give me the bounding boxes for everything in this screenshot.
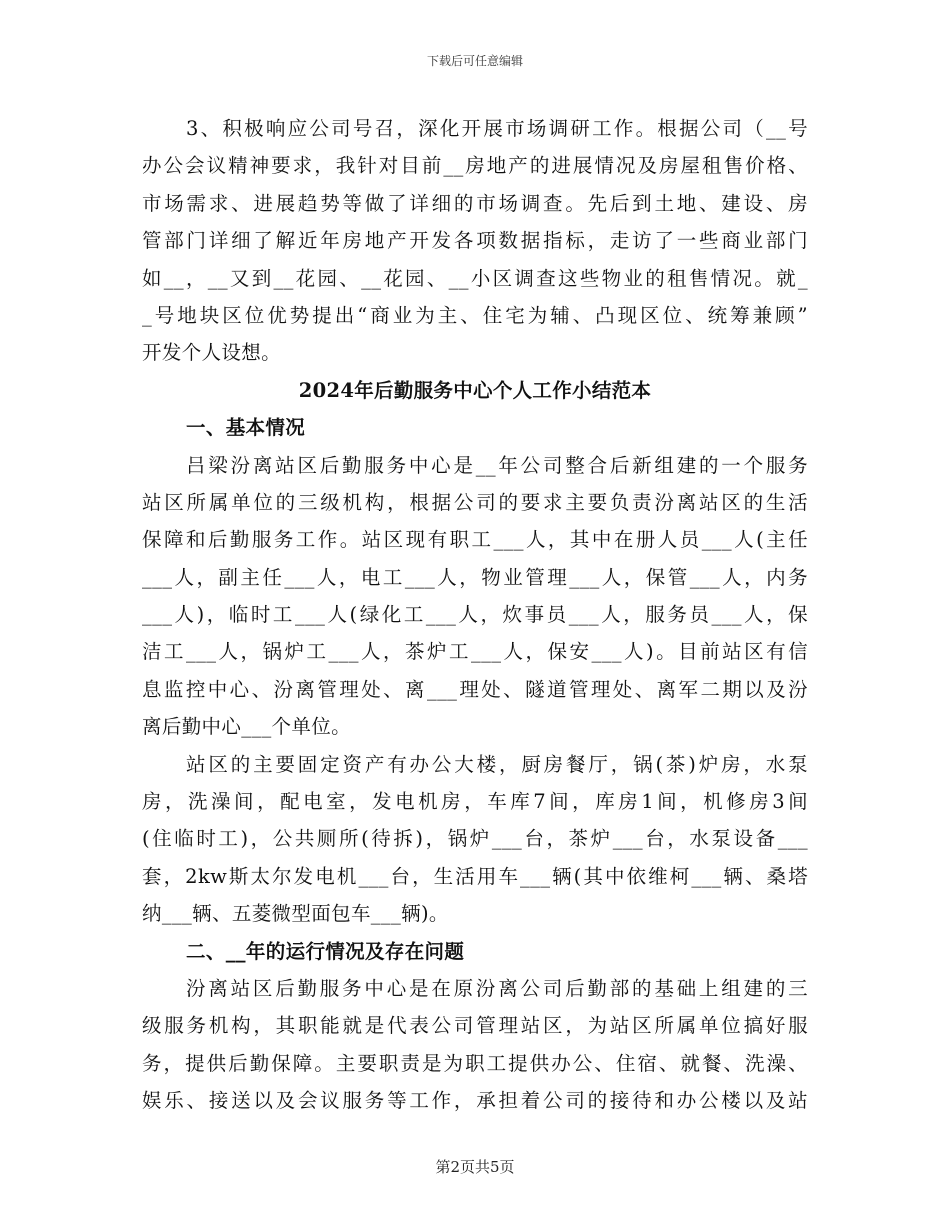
text-line: 纳___辆、五菱微型面包车___辆)。: [142, 902, 449, 926]
text-line: 吕梁汾离站区后勤服务中心是__年公司整合后新组建的一个服务: [186, 453, 808, 477]
text-line: 站区所属单位的三级机构，根据公司的要求主要负责汾离站区的生活: [142, 490, 808, 514]
text-line: 3、积极响应公司号召，深化开展市场调研工作。根据公司（__号: [186, 117, 808, 140]
text-line: 市场需求、进展趋势等做了详细的市场调查。先后到土地、建设、房: [142, 191, 808, 215]
text-line: 洁工___人，锅炉工___人，茶炉工___人，保安___人)。目前站区有信: [142, 640, 808, 664]
section-heading-basic: 一、基本情况: [186, 416, 306, 440]
paragraph-fixed-assets: [142, 746, 808, 933]
text-line: 开发个人设想。: [142, 341, 281, 365]
text-line: 务，提供后勤保障。主要职责是为职工提供办公、住宿、就餐、洗澡、: [142, 1051, 808, 1075]
text-line: (住临时工)，公共厕所(待拆)，锅炉___台，茶炉___台，水泵设备___: [142, 827, 808, 851]
text-line: 保障和后勤服务工作。站区现有职工___人，其中在册人员___人(主任: [142, 528, 808, 552]
page-header: 下载后可任意编辑: [426, 54, 523, 68]
section-heading-operation: 二、__年的运行情况及存在问题: [186, 939, 465, 963]
paragraph-operation: [142, 970, 808, 1120]
text-line: ___人，副主任___人，电工___人，物业管理___人，保管___人，内务: [142, 565, 808, 589]
text-line: 如__，__又到__花园、__花园、__小区调查这些物业的租售情况。就_: [142, 266, 808, 290]
document-body: [142, 110, 808, 1120]
text-line: 套，2kw斯太尔发电机___台，生活用车___辆(其中依维柯___辆、桑塔: [142, 864, 808, 888]
text-line: 息监控中心、汾离管理处、离___理处、隧道管理处、离军二期以及汾: [142, 677, 808, 701]
text-line: 办公会议精神要求，我针对目前__房地产的进展情况及房屋租售价格、: [142, 154, 808, 178]
document-title: 2024年后勤服务中心个人工作小结范本: [298, 378, 652, 402]
page-number: 第2页共5页: [435, 1158, 515, 1176]
text-line: ___人)，临时工___人(绿化工___人，炊事员___人，服务员___人，保: [142, 603, 808, 627]
text-line: _号地块区位优势提出“商业为主、住宅为辅、凸现区位、统筹兼顾”: [142, 303, 808, 327]
text-line: 站区的主要固定资产有办公大楼，厨房餐厅，锅(茶)炉房，水泵: [186, 752, 808, 776]
text-line: 离后勤中心___个单位。: [142, 715, 351, 739]
paragraph-basic-info: [142, 447, 808, 746]
text-line: 汾离站区后勤服务中心是在原汾离公司后勤部的基础上组建的三: [186, 976, 808, 1000]
text-line: 管部门详细了解近年房地产开发各项数据指标，走访了一些商业部门: [142, 229, 808, 253]
text-line: 房，洗澡间，配电室，发电机房，车库7间，库房1间，机修房3间: [142, 790, 808, 814]
text-line: 娱乐、接送以及会议服务等工作，承担着公司的接待和办公楼以及站: [142, 1089, 808, 1113]
text-line: 级服务机构，其职能就是代表公司管理站区，为站区所属单位搞好服: [142, 1014, 808, 1038]
paragraph-market-research: [142, 110, 808, 372]
